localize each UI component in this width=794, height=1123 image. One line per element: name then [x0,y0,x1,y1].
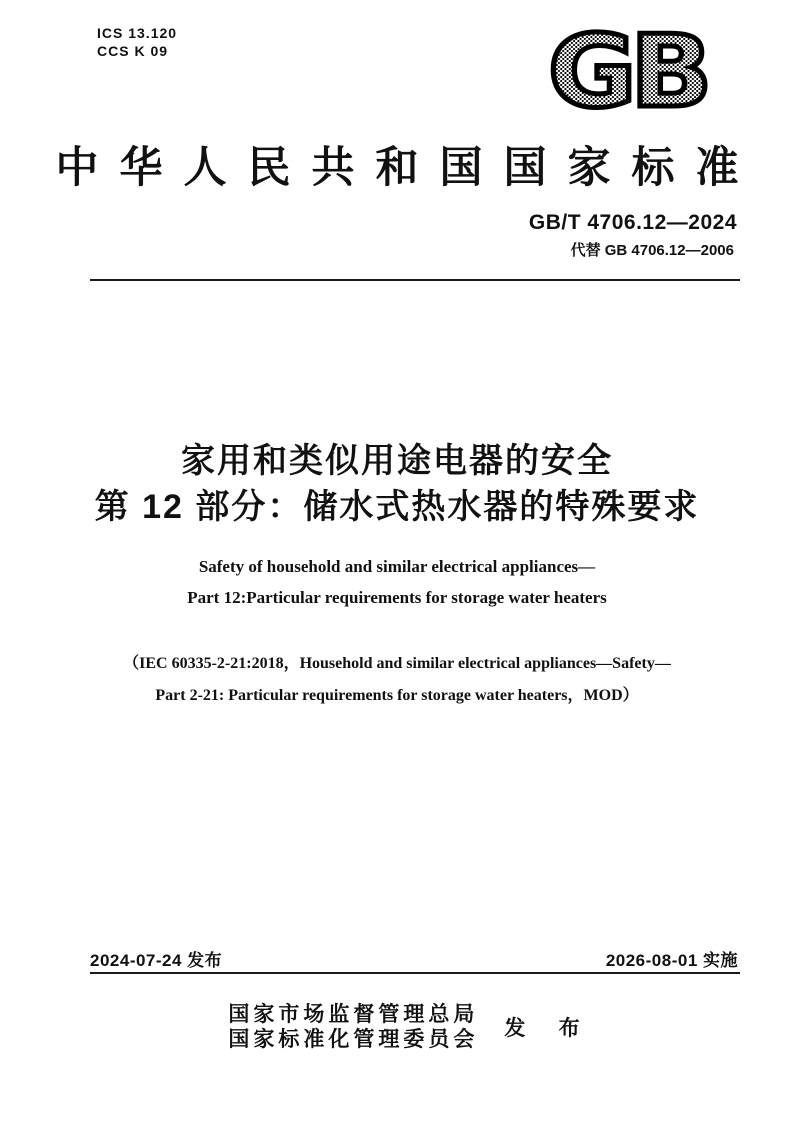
national-standard-heading: 中华人民共和国国家标准 [55,145,760,192]
title-english-line1: Safety of household and similar electrical appliances— [198,557,596,576]
iec-note-line2: Part 2-21: Particular requirements for storage water heaters，MOD） [155,687,639,704]
replaces-note: 代替 GB 4706.12—2006 [570,242,734,259]
bottom-divider-rule [90,972,740,974]
classification-codes [97,24,177,60]
iec-adoption-note [0,648,794,712]
ics-code: ICS 13.120 [97,25,178,41]
title-chinese-line1: 家用和类似用途电器的安全 [181,442,613,480]
standard-number: GB/T 4706.12—2024 [528,211,737,234]
title-english-line2: Part 12:Particular requirements for storage water heaters [187,588,607,607]
title-english [0,551,794,613]
issue-date: 2024-07-24 发布 [90,951,223,970]
title-chinese-line2: 第 12 部分：储水式热水器的特殊要求 [94,488,700,526]
ccs-code: CCS K 09 [97,43,169,59]
publish-label: 发 布 [504,1016,594,1040]
publisher-names [228,1002,478,1052]
implementation-date: 2026-08-01 实施 [605,951,738,970]
gb-logo-text: GB [548,26,706,114]
publisher-line1: 国家市场监督管理总局 [228,1002,479,1026]
publisher-block [14,1002,794,1052]
gb-logo-icon [536,26,718,114]
publisher-line2: 国家标准化管理委员会 [228,1027,479,1051]
date-row [90,946,738,971]
iec-note-line1: （IEC 60335-2-21:2018，Household and similar electrical appliances—Safety— [123,655,671,672]
top-divider-rule [90,279,740,281]
